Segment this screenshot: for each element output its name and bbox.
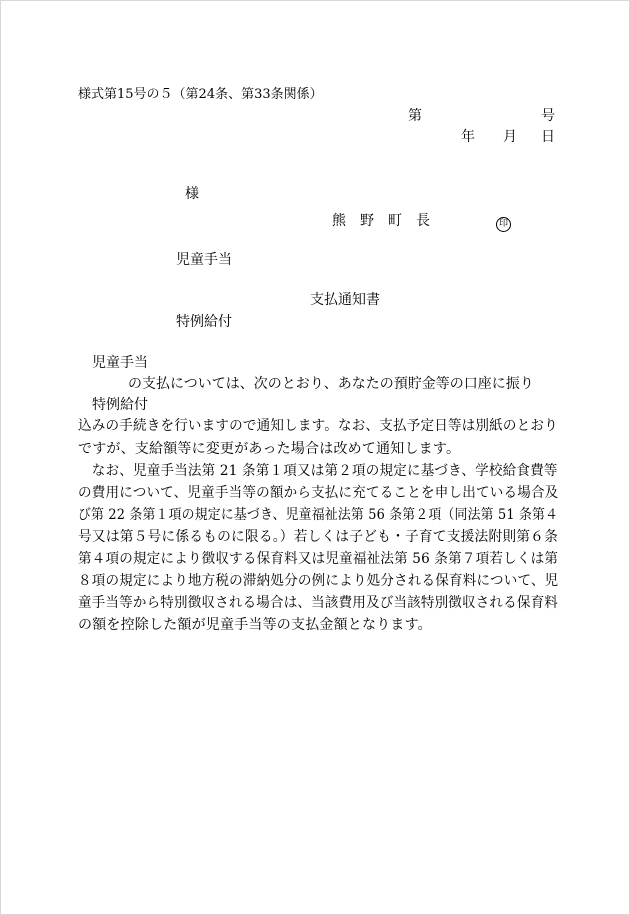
date-month: 月 bbox=[503, 129, 517, 145]
body-option-child-allowance: 児童手当 bbox=[92, 355, 148, 371]
body-line-3: ですが、支給額等に変更があった場合は改めて通知します。 bbox=[78, 441, 461, 457]
seal-icon: 印 bbox=[496, 217, 511, 232]
body-line-11: の額を控除した額が児童手当等の支払金額となります。 bbox=[78, 617, 432, 633]
body-line-6: び第 22 条第１項の規定に基づき、児童福祉法第 56 条第２項（同法第 51 条第４ bbox=[78, 507, 559, 523]
date-year: 年 bbox=[461, 129, 475, 145]
date-day: 日 bbox=[541, 129, 555, 145]
addressee-honorific: 様 bbox=[185, 186, 199, 202]
body-option-special-benefit: 特例給付 bbox=[92, 397, 148, 413]
body-line-9: ８項の規定により地方税の滞納処分の例により処分される保育料について、児 bbox=[78, 573, 559, 589]
seal-mark bbox=[496, 211, 511, 232]
page-title: 支払通知書 bbox=[310, 292, 380, 308]
body-line-1: の支払については、次のとおり、あなたの預貯金等の口座に振り bbox=[128, 376, 534, 392]
body-line-10: 童手当等から特別徴収される場合は、当該費用及び当該特別徴収される保育料 bbox=[78, 595, 558, 611]
title-option-special-benefit: 特例給付 bbox=[176, 314, 232, 330]
sender-mayor: 熊 野 町 長 bbox=[332, 213, 430, 229]
body-line-5: の費用について、児童手当等の額から支払に充てることを申し出ている場合及 bbox=[78, 485, 559, 501]
document-number-prefix: 第 bbox=[408, 108, 422, 124]
title-option-child-allowance: 児童手当 bbox=[176, 252, 232, 268]
document-number-suffix: 号 bbox=[541, 108, 555, 124]
body-line-4: なお、児童手当法第 21 条第１項又は第２項の規定に基づき、学校給食費等 bbox=[78, 463, 558, 479]
body-line-8: 第４項の規定により徴収する保育料又は児童福祉法第 56 条第７項若しくは第 bbox=[78, 551, 559, 567]
form-number: 様式第15号の５（第24条、第33条関係） bbox=[78, 87, 323, 102]
body-line-2: 込みの手続きを行いますので通知します。なお、支払予定日等は別紙のとおり bbox=[78, 418, 558, 434]
body-line-7: 号又は第５号に係るものに限る。）若しくは子ども・子育て支援法附則第６条 bbox=[78, 529, 558, 545]
